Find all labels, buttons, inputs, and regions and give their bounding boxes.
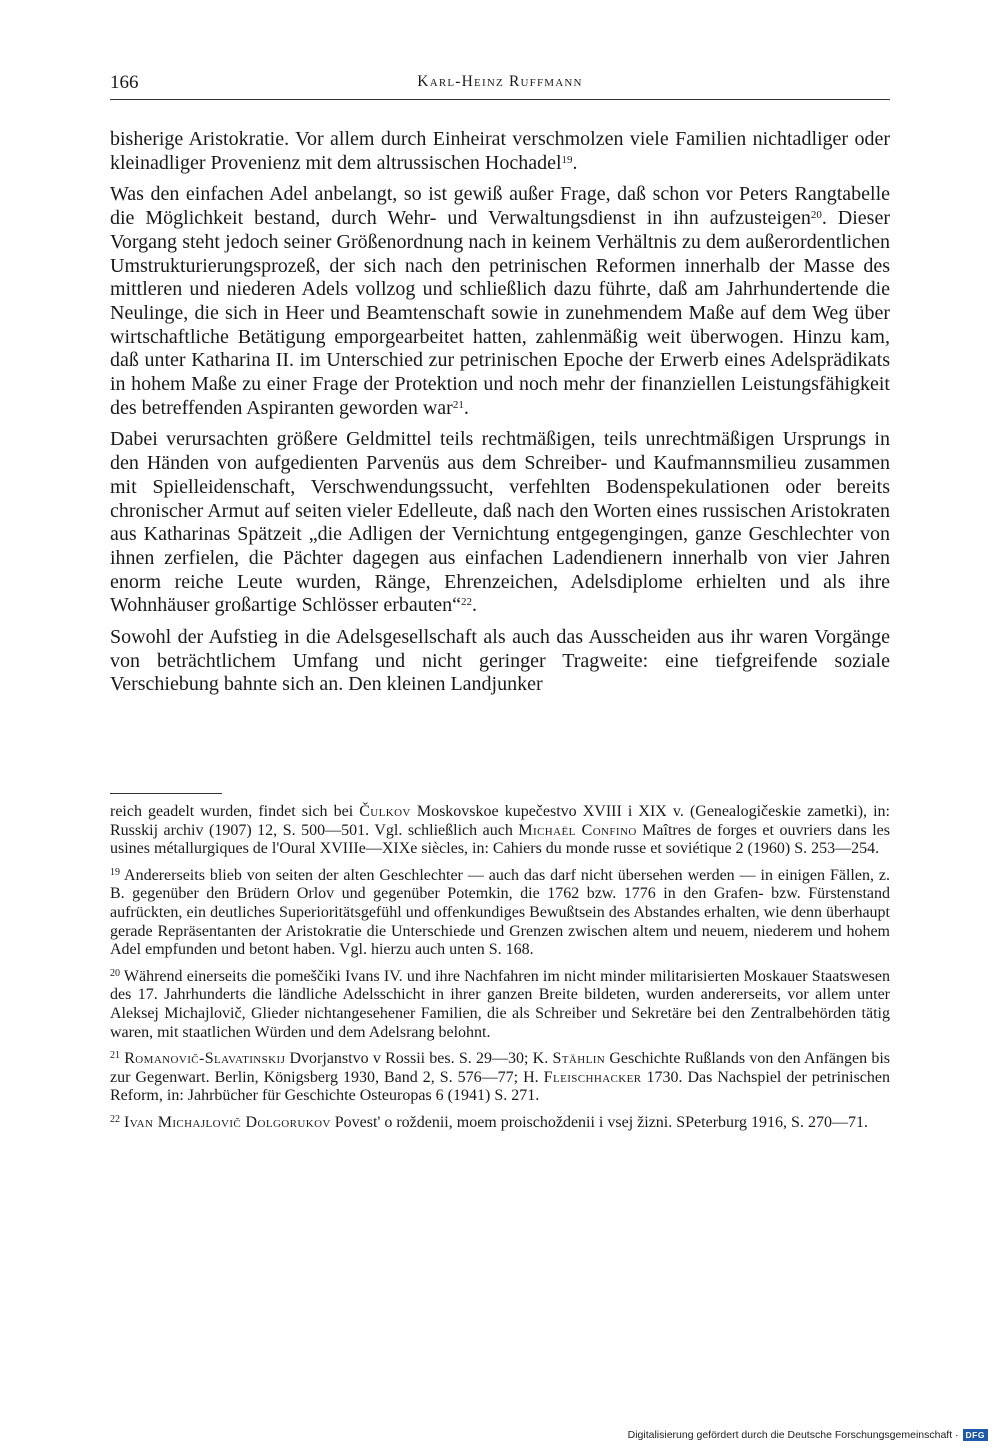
paragraph-4: Sowohl der Aufstieg in die Adelsgesellschaft als auch das Ausscheiden aus ihr waren Vorgänge von beträchtlichem Umfang und nicht geringer Tragweite: eine tiefgreifende soziale Verschiebung bahnte sich an. Den kleinen Landjunker bbox=[110, 626, 890, 696]
footnote-21: $^{21}$ Romanovič-Slavatinskij Dvorjanstvo v Rossii bes. S. 29—30; K. Stählin Geschichte Rußlands von den Anfängen bis zur Gegenwart. Berlin, Königsberg 1930, Band 2, S. 576—77; H. Fleischhacker 1730. Das Nachspiel der petrinischen Reform, in: Jahrbücher für Geschichte Osteuropas 6 (1941) S. 271. bbox=[110, 1050, 891, 1105]
author-name: Fleischhacker bbox=[543, 1068, 642, 1086]
body-text bbox=[110, 128, 890, 705]
author-name: Romanovič-Slavatinskij bbox=[124, 1050, 286, 1068]
author-name: Michaël Confino bbox=[518, 821, 637, 839]
header-rule bbox=[110, 99, 890, 100]
digitization-notice bbox=[628, 1429, 988, 1441]
paragraph-2: Was den einfachen Adel anbelangt, so ist gewiß außer Frage, daß schon vor Peters Rangtabelle die Möglichkeit bestand, durch Wehr- und Verwaltungsdienst in ihn aufzusteigen$^{20}$. Dieser Vorgang steht jedoch seiner Größenordnung nach in keinem Verhältnis zu dem außerordentlichen Umstrukturierungsprozeß, der sich nach den petrinischen Reformen innerhalb der Masse des mittleren und niederen Adels vollzog und schließlich dazu führte, daß am Jahrhundertende die Neulinge, die sich in Heer und Beamtenschaft sowie in zunehmendem Maße auf dem Weg über wirtschaftliche Betätigung emporgearbeitet hatten, zahlenmäßig weit überwogen. Hinzu kam, daß unter Katharina II. im Unterschied zur petrinischen Epoche der Erwerb eines Adelsprädikats in hohem Maße zu einer Frage der Protektion und noch mehr der finanziellen Leistungsfähigkeit des betreffenden Aspiranten geworden war$^{21}$. bbox=[110, 183, 890, 419]
footnote-number: 19 bbox=[110, 866, 120, 878]
page-header bbox=[110, 72, 890, 98]
author-name: Ivan Michajlovič Dolgorukov bbox=[124, 1113, 331, 1131]
paragraph-1: bisherige Aristokratie. Vor allem durch Einheirat verschmolzen viele Familien nichtadliger oder kleinadliger Provenienz mit dem altrussischen Hochadel$^{19}$. bbox=[110, 128, 890, 174]
paragraph-3: Dabei verursachten größere Geldmittel teils rechtmäßigen, teils unrechtmäßigen Ursprungs in den Händen von aufgedienten Parvenüs aus dem Schreiber- und Kaufmannsmilieu zusammen mit Spielleidenschaft, Verschwendungssucht, verfehlten Bodenspekulationen oder bereits chronischer Armut auf seiten vieler Edelleute, daß nach den Worten eines russischen Aristokraten aus Katharinas Spätzeit „die Adligen der Vernichtung entgegengingen, ganze Geschlechter von ihnen zerfielen, die Pächter dagegen aus einfachen Ladendienern innerhalb von vier Jahren enorm reiche Leute wurden, Ränge, Ehrenzeichen, Adelsdiplome erhielten und als ihre Wohnhäuser großartige Schlösser erbauten“$^{22}$. bbox=[110, 428, 890, 617]
footnote-ref-21[interactable]: 21 bbox=[452, 398, 464, 411]
footnote-19: $^{19}$ Andererseits blieb von seiten der alten Geschlechter — auch das darf nicht übersehen werden — in einigen Fällen, z. B. gegenüber den Brüdern Orlov und gegenüber Potemkin, die 1762 bzw. 1776 in den Grafen- bzw. Fürstenstand aufrückten, ein deutliches Superioritätsgefühl und offenkundiges Bewußtsein des Abstandes erhalten, wie denn überhaupt gerade Repräsentanten der Aristokratie die Unterschiede und Grenzen zwischen altem und neuem, niederem und hohem Adel empfunden und betont haben. Vgl. hierzu auch unten S. 168. bbox=[110, 866, 890, 959]
footnote-ref-19[interactable]: 19 bbox=[561, 153, 573, 166]
footnote-ref-22[interactable]: 22 bbox=[461, 596, 473, 609]
footnote-22: $^{22}$ Ivan Michajlovič Dolgorukov Povest' o roždenii, moem proischoždenii i vsej žizni. SPeterburg 1916, S. 270—71. bbox=[110, 1113, 868, 1131]
footnote-separator bbox=[110, 793, 222, 794]
footnote-20: $^{20}$ Während einerseits die pomeščiki Ivans IV. und ihre Nachfahren im nicht minder militarisierten Moskauer Staatswesen des 17. Jahrhunderts die ländliche Adelsschicht in ihrer ganzen Breite bildeten, wurden andererseits, vor allem unter Aleksej Michajlovič, Glieder nichtangesehener Familien, die als Schreiber und Sekretäre bei den Zentralbehörden tätig waren, mit staatlichen Würden und dem Adelsrang belohnt. bbox=[110, 967, 890, 1041]
footnotes bbox=[110, 803, 890, 1141]
author-name: Čulkov bbox=[359, 803, 411, 820]
footnote-continuation: reich geadelt wurden, findet sich bei Čulkov Moskovskoe kupečestvo XVIII i XIX v. (Genealogičeskie zametki), in: Russkij archiv (1907) 12, S. 500—501. Vgl. schließlich auch Michaël Confino Maîtres de forges et ouvriers dans les usines métallurgiques de l'Oural XVIIIe—XIXe siècles, in: Cahiers du monde russe et soviétique 2 (1960) S. 253—254. bbox=[110, 803, 891, 858]
dfg-logo-icon: DFG bbox=[963, 1429, 988, 1441]
author-name: Stählin bbox=[552, 1050, 606, 1068]
footnote-number: 20 bbox=[110, 967, 120, 979]
page-number: 166 bbox=[110, 72, 139, 93]
footnote-number: 21 bbox=[110, 1050, 120, 1062]
running-head: Karl-Heinz Ruffmann bbox=[417, 73, 583, 90]
digitization-notice-text: Digitalisierung gefördert durch die Deutsche Forschungsgemeinschaft · bbox=[627, 1429, 959, 1441]
footnote-number: 22 bbox=[110, 1113, 120, 1125]
footnote-ref-20[interactable]: 20 bbox=[810, 209, 822, 222]
